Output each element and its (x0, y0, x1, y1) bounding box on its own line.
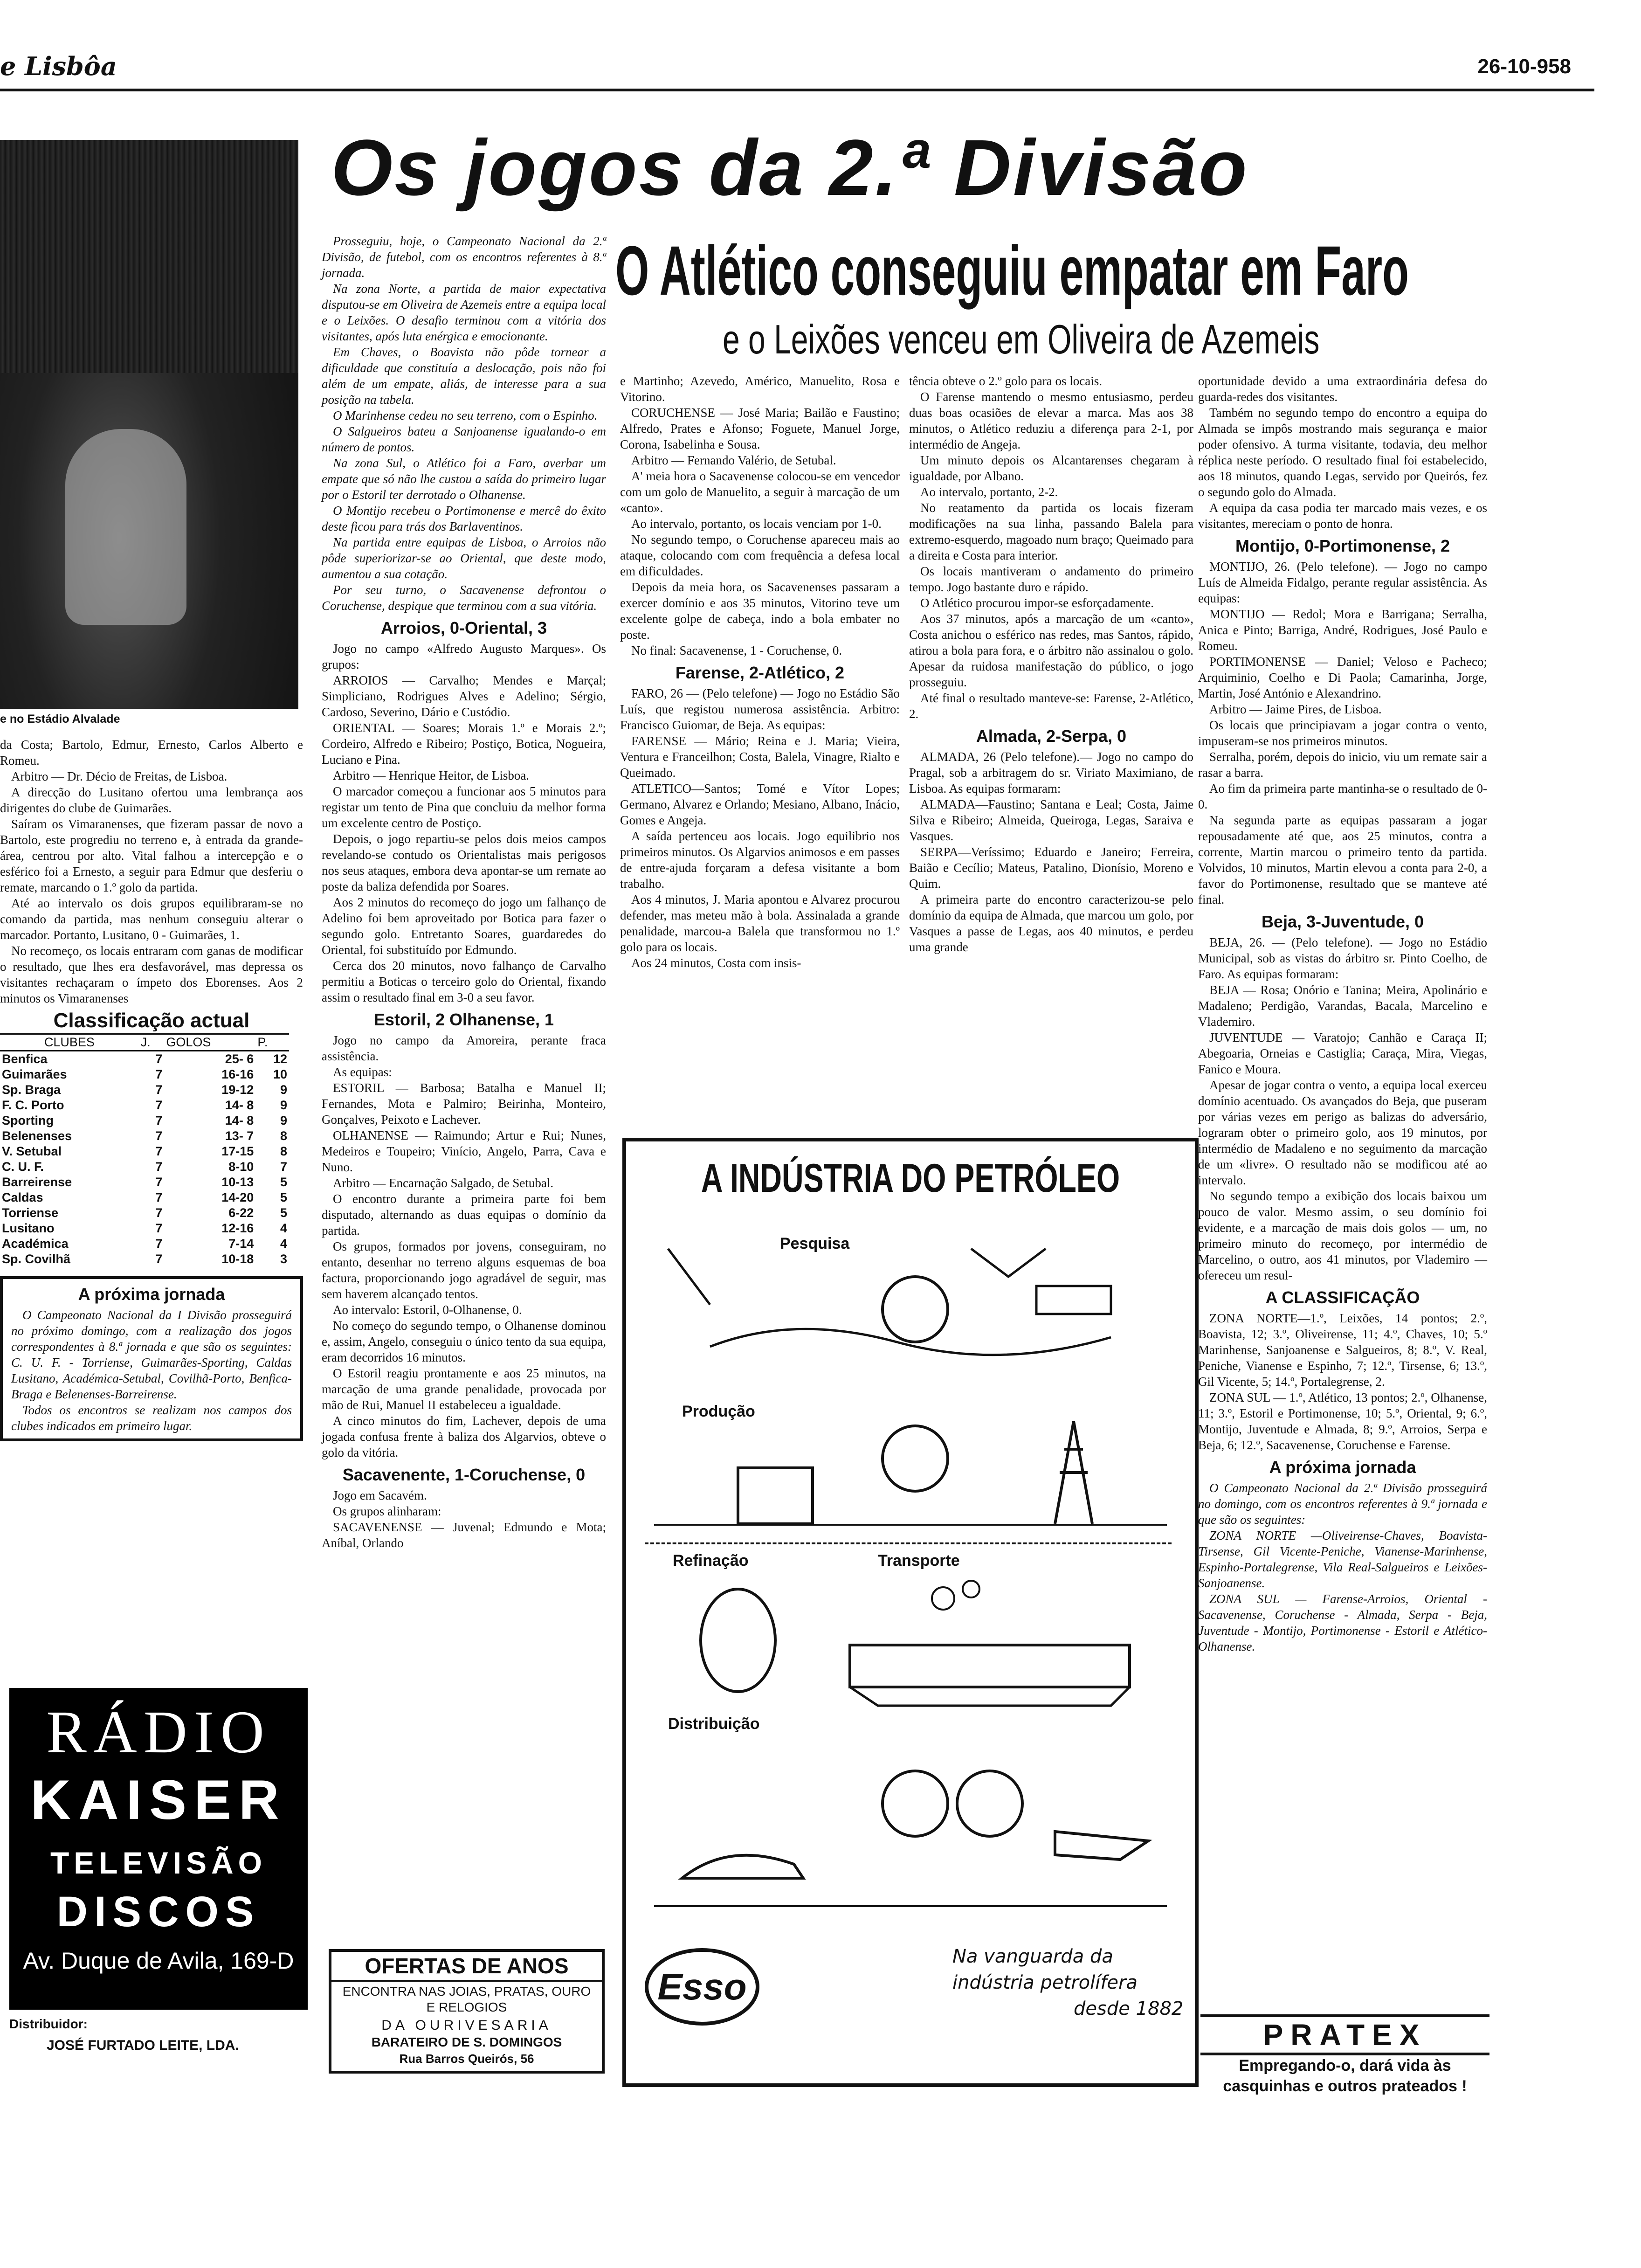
goals-cell: 6-22 (228, 1206, 254, 1220)
article-text: e Martinho; Azevedo, Américo, Manuelito, Rosa e Vitorino. (620, 374, 900, 404)
points-cell: 7 (280, 1160, 287, 1174)
ad-line: TELEVISÃO (50, 1846, 267, 1880)
player-figure (65, 429, 186, 625)
games-cell: 7 (155, 1175, 163, 1189)
goals-cell: 8-10 (228, 1160, 254, 1174)
club-name: Caldas (2, 1190, 43, 1204)
club-name: Benfica (2, 1052, 48, 1066)
table-row (0, 1098, 289, 1113)
ad-slogan (952, 1943, 1183, 2022)
games-cell: 7 (155, 1144, 163, 1158)
points-cell: 9 (280, 1083, 287, 1097)
games-cell: 7 (155, 1190, 163, 1204)
games-cell: 7 (155, 1098, 163, 1112)
goals-cell: 19-12 (221, 1083, 254, 1097)
newspaper-name: e Lisbôa (0, 51, 117, 81)
page-title: Os jogos da 2.ª Divisão (331, 124, 1249, 212)
article-text: No reatamento da partida os locais fizeram modificações na sua linha, passando Balela para extremo-esquerdo, magoado num braço; Queimado para a direita e Costa para interior. (909, 501, 1193, 562)
column-4 (909, 373, 1193, 955)
points-cell: 5 (280, 1206, 287, 1220)
games-cell: 7 (155, 1252, 163, 1266)
games-cell: 7 (155, 1160, 163, 1174)
article-text: Ao intervalo: Estoril, 0-Olhanense, 0. (333, 1303, 522, 1317)
table-row (0, 1236, 289, 1252)
esso-petroleum-ad (622, 1138, 1199, 2087)
club-name: Torriense (2, 1206, 59, 1220)
photo-caption: e no Estádio Alvalade (0, 712, 120, 726)
article-text: ZONA NORTE—1.º, Leixões, 14 pontos; 2.º, Boavista, 12; 3.º, Oliveirense, 11; 4.º, Chaves, 10; 5.º Marinhense, Sanjoanense e Salgueiros, 8; 8.º, V. Real, Peniche, Vianense e Espinho, 7; 12.º, Tirsense, 6; 13.º, Gil Vicente, 5; 14.º, Portalegrense, 2. (1198, 1311, 1487, 1389)
points-cell: 8 (280, 1144, 287, 1158)
table-row (0, 1113, 289, 1128)
article-text: ESTORIL — Barbosa; Batalha e Manuel II; Fernandes, Mota e Palmiro; Beirinha, Monteiro, Gonçalves, Peixoto e Lachever. (322, 1081, 606, 1127)
article-text: tência obteve o 2.º golo para os locais. (909, 374, 1102, 388)
headline-sub: e o Leixões venceu em Oliveira de Azemeis (723, 316, 1320, 362)
match-photo (0, 140, 298, 709)
article-text: A direcção do Lusitano ofertou uma lembrança aos dirigentes do clube de Guimarães. (0, 785, 303, 815)
article-text: O Campeonato Nacional da 2.ª Divisão prosseguirá no domingo, com os encontros referentes à 9.ª jornada e que são os seguintes: (1198, 1481, 1487, 1527)
ad-line: BARATEIRO DE S. DOMINGOS (371, 2035, 562, 2049)
pratex-ad (1200, 2014, 1489, 2096)
article-text: Arbitro — Encarnação Salgado, de Setubal. (333, 1176, 554, 1190)
issue-date: 26-10-958 (1477, 55, 1571, 78)
points-cell: 4 (280, 1221, 287, 1235)
games-cell: 7 (155, 1067, 163, 1081)
article-text: JUVENTUDE — Varatojo; Canhão e Caraça II; Abegoaria, Orneias e Castiglia; Caraça, Mira, Viegas, Fanico e Moura. (1198, 1030, 1487, 1076)
goals-cell: 16-16 (221, 1067, 254, 1081)
esso-logo: Esso (645, 1948, 759, 2026)
article-text: PORTIMONENSE — Daniel; Veloso e Pacheco; Arquiminio, Coelho e Di Paola; Camarinha, Jorge, Martin, José António e Alexandrino. (1198, 655, 1487, 700)
col-header: P. (257, 1035, 268, 1049)
next-round-box (0, 1276, 303, 1441)
games-cell: 7 (155, 1237, 163, 1251)
games-cell: 7 (155, 1129, 163, 1143)
article-text: Arbitro — Fernando Valério, de Setubal. (631, 453, 836, 467)
article-text: As equipas: (333, 1065, 392, 1079)
club-name: Guimarães (2, 1067, 67, 1081)
article-text: No recomeço, os locais entraram com ganas de modificar o resultado, que lhes era desfavorável, mas depressa os visitantes rechaçaram o ímpeto dos Eborenses. Aos 2 minutos os Vimaranenses (0, 944, 303, 1005)
next-round-text: Todos os encontros se realizam nos campos dos clubes indicados em primeiro lugar. (11, 1403, 292, 1433)
article-text: Um minuto depois os Alcantarenses chegaram à igualdade, por Albano. (909, 453, 1193, 483)
column-5 (1198, 373, 1487, 1654)
slogan-line: Na vanguarda da (952, 1946, 1113, 1967)
goals-cell: 25- 6 (225, 1052, 254, 1066)
article-text: Na segunda parte as equipas passaram a jogar repousadamente até que, aos 25 minutos, contra a corrente, Martin marcou o primeiro tento da partida. Volvidos, 10 minutos, Martin elevou a conta para 2-0, a favor do Portimonense, resultado que se manteve até final. (1198, 813, 1487, 906)
article-text: ATLETICO—Santos; Tomé e Vítor Lopes; Germano, Alvarez e Orlando; Mesiano, Albano, Inácio, Gomes e Angeja. (620, 781, 900, 827)
headline-main: O Atlético conseguiu empatar em Faro (615, 231, 1409, 310)
column-3 (620, 373, 900, 971)
points-cell: 5 (280, 1190, 287, 1204)
pratex-brand: PRATEX (1200, 2014, 1489, 2055)
article-text: SERPA—Veríssimo; Eduardo e Janeiro; Ferreira, Baião e Cecílio; Mateus, Patalino, Dionísio, Moreno e Quim. (909, 845, 1193, 891)
article-text: SACAVENENSE — Juvenal; Edmundo e Mota; Aníbal, Orlando (322, 1520, 606, 1550)
article-text: ARROIOS — Carvalho; Mendes e Marçal; Simpliciano, Rodrigues Alves e Adelino; Sérgio, Cardoso, Severino, Dário e Custódio. (322, 673, 606, 719)
goals-cell: 17-15 (221, 1144, 254, 1158)
goals-cell: 13- 7 (225, 1129, 254, 1143)
match-heading: Beja, 3-Juventude, 0 (1261, 912, 1424, 931)
col-header: CLUBES (44, 1035, 95, 1049)
crowd-texture (0, 140, 298, 373)
table-row (0, 1128, 289, 1144)
ad-title: A INDÚSTRIA DO PETRÓLEO (701, 1156, 1120, 1201)
article-text: Na partida entre equipas de Lisboa, o Arroios não pôde superiorizar-se ao Oriental, que deste modo, aumentou a sua cotação. (322, 535, 606, 581)
article-text: ORIENTAL — Soares; Morais 1.º e Morais 2.º; Cordeiro, Alfredo e Ribeiro; Postiço, Botica, Nogueira, Luciano e Pina. (322, 721, 606, 767)
next-round-title: A próxima jornada (1269, 1458, 1416, 1477)
article-text: Depois, o jogo repartiu-se pelos dois meios campos revelando-se contudo os Orientalistas mais perigosos nos seus ataques, embora deva apontar-se um remate ao poste da baliza defendida por Soares. (322, 832, 606, 893)
article-text: Prosseguiu, hoje, o Campeonato Nacional da 2.ª Divisão, de futebol, com os encontros referentes à 8.ª jornada. (322, 234, 606, 280)
points-cell: 4 (280, 1237, 287, 1251)
goals-cell: 7-14 (228, 1237, 254, 1251)
match-heading: Estoril, 2 Olhanense, 1 (373, 1010, 554, 1029)
games-cell: 7 (155, 1052, 163, 1066)
column-1 (0, 737, 303, 1441)
games-cell: 7 (155, 1206, 163, 1220)
table-row (0, 1051, 289, 1067)
article-text: FARO, 26 — (Pelo telefone) — Jogo no Estádio São Luís, que registou numerosa assistência. Arbitro: Francisco Guiomar, de Beja. As equipas: (620, 686, 900, 732)
points-cell: 12 (273, 1052, 287, 1066)
games-cell: 7 (155, 1083, 163, 1097)
exploration-illustration (654, 1230, 1167, 1370)
radio-kaiser-ad (9, 1688, 308, 2010)
standings-title: Classificação actual (53, 1009, 250, 1032)
games-cell: 7 (155, 1221, 163, 1235)
table-row (0, 1175, 289, 1190)
article-text: A primeira parte do encontro caracterizou-se pelo domínio da equipa de Almada, que marcou um golo, por Vasques a passe de Legas, aos 40 minutos, e perdeu uma grande (909, 892, 1193, 954)
article-text: Saíram os Vimaranenses, que fizeram passar de novo a Bartolo, este progrediu no terreno e, à entrada da grande-área, centrou por alto. Vital falhou a intercepção e o esférico foi a Ernesto, a seguir para Edmur que desferiu o remate, marcando o 1.º golo da partida. (0, 817, 303, 894)
distributor-label: Distribuidor: (9, 2017, 88, 2031)
distribution-illustration (654, 1738, 1167, 1925)
club-name: V. Setubal (2, 1144, 62, 1158)
article-text: Em Chaves, o Boavista não pôde tornear a dificuldade que constituía a deslocação, pois não foi além de um empate, aliás, de interesse para a sua posição na tabela. (322, 345, 606, 407)
table-row (0, 1082, 289, 1098)
article-text: A equipa da casa podia ter marcado mais vezes, e os visitantes, mereciam o ponto de honra. (1198, 501, 1487, 531)
match-heading: Arroios, 0-Oriental, 3 (380, 618, 547, 637)
article-text: MONTIJO — Redol; Mora e Barrigana; Serralha, Anica e Pinto; Barriga, André, Rodrigues, José Paulo e Romeu. (1198, 607, 1487, 653)
article-text: ZONA SUL — Farense-Arroios, Oriental - Sacavenense, Coruchense - Almada, Serpa - Beja, Juventude - Montijo, Portimonense - Estoril e Atlético-Olhanense. (1198, 1592, 1487, 1653)
article-text: ALMADA—Faustino; Santana e Leal; Costa, Jaime Silva e Ribeiro; Almeida, Queiroga, Legas, Saraiva e Vasques. (909, 797, 1193, 843)
games-cell: 7 (155, 1113, 163, 1127)
match-heading: Montijo, 0-Portimonense, 2 (1235, 536, 1450, 555)
club-name: Sp. Covilhã (2, 1252, 71, 1266)
match-heading: Sacavenente, 1-Coruchense, 0 (342, 1465, 586, 1484)
ad-line: DISCOS (56, 1888, 261, 1936)
article-text: Ao intervalo, portanto, os locais venciam por 1-0. (631, 517, 882, 531)
article-text: Cerca dos 20 minutos, novo falhanço de Carvalho permitiu a Boticas o terceiro golo do Oriental, fixando assim o resultado final em 3-0 a seu favor. (322, 959, 606, 1004)
column-2 (322, 233, 606, 1551)
points-cell: 5 (280, 1175, 287, 1189)
article-text: Jogo no campo da Amoreira, perante fraca assistência. (322, 1033, 606, 1063)
article-text: O Montijo recebeu o Portimonense e mercê do êxito deste ficou para trás dos Barlaventinos. (322, 504, 606, 533)
next-round-text: O Campeonato Nacional da I Divisão prosseguirá no próximo domingo, com a realização dos jogos correspondentes à 8.ª jornada e que são os seguintes: C. U. F. - Torriense, Guimarães-Sporting, Caldas Lusitano, Académica-Setubal, Covilhã-Porto, Benfica-Braga e Belenenses-Barreirense. (11, 1308, 292, 1401)
article-text: Os grupos alinharam: (333, 1504, 441, 1518)
article-text: Ao intervalo, portanto, 2-2. (920, 485, 1058, 499)
article-text: O encontro durante a primeira parte foi bem disputado, alternando as duas equipas o domínio da partida. (322, 1192, 606, 1238)
slogan-line: indústria petrolífera (952, 1972, 1138, 1993)
club-name: Sp. Braga (2, 1083, 61, 1097)
ad-address: Av. Duque de Avila, 169-D (23, 1948, 294, 1974)
article-text: O Atlético procurou impor-se esforçadamente. (920, 596, 1154, 610)
article-text: FARENSE — Mário; Reina e J. Maria; Vieira, Ventura e Franceilhon; Costa, Balela, Vinagre, Rialto e Queimado. (620, 734, 900, 780)
article-text: Ao fim da primeira parte mantinha-se o resultado de 0-0. (1198, 781, 1487, 811)
article-text: ZONA NORTE —Oliveirense-Chaves, Boavista-Tirsense, Gil Vicente-Peniche, Vianense-Marinhense, Espinho-Portalegrense, Vila Real-Salgueiros e Leixões-Sanjoanense. (1198, 1528, 1487, 1590)
table-row (0, 1205, 289, 1221)
ad-line: ENCONTRA NAS JOIAS, PRATAS, OURO E RELOGIOS (342, 1984, 591, 2014)
article-text: Arbitro — Dr. Décio de Freitas, de Lisboa. (11, 769, 228, 783)
article-text: Aos 37 minutos, após a marcação de um «canto», Costa anichou o esférico nas redes, mas Santos, rápido, atirou a bola para fora, e o árbitro não assinalou o golo. Apesar da ruidosa manifestação do público, o jogo prosseguiu. (909, 612, 1193, 689)
refining-transport-illustration (654, 1570, 1167, 1710)
article-text: O Salgueiros bateu a Sanjoanense igualando-o em número de pontos. (322, 424, 606, 454)
goals-cell: 14-20 (221, 1190, 254, 1204)
article-text: No segundo tempo, o Coruchense apareceu mais ao ataque, colocando com com frequência a defesa local em dificuldades. (620, 532, 900, 578)
points-cell: 9 (280, 1098, 287, 1112)
article-text: Os grupos, formados por jovens, conseguiram, no entanto, desenhar no terreno alguns esquemas de boa factura, proporcionando jogo agradável de seguir, mas sem haverem alcançado tentos. (322, 1239, 606, 1301)
article-text: Arbitro — Jaime Pires, de Lisboa. (1209, 702, 1382, 716)
article-text: da Costa; Bartolo, Edmur, Ernesto, Carlos Alberto e Romeu. (0, 738, 303, 768)
article-text: No segundo tempo a exibição dos locais baixou um pouco de valor. Mesmo assim, o seu domínio foi evidente, e a marcação de mais dois golos — um, no primeiro minuto do recomeço, por intermédio de Marcelino, o outro, aos 41 minutos, por Vlademiro — ofereceu um resul- (1198, 1189, 1487, 1282)
standings-table (0, 1033, 289, 1267)
ad-title: OFERTAS DE ANOS (331, 1952, 602, 1982)
col-header: J. (140, 1035, 151, 1049)
col-header: GOLOS (166, 1035, 211, 1049)
points-cell: 9 (280, 1113, 287, 1127)
table-row (0, 1067, 289, 1082)
article-text: A saída pertenceu aos locais. Jogo equilibrio nos primeiros minutos. Os Algarvios animosos e em passes de entre-ajuda forçaram a defesa visitante a bom trabalho. (620, 829, 900, 891)
production-illustration (654, 1403, 1167, 1542)
article-text: O marcador começou a funcionar aos 5 minutos para registar um tento de Pina que concluiu da melhor forma um excelente centro de Postiço. (322, 784, 606, 830)
goals-cell: 14- 8 (225, 1113, 254, 1127)
article-text: O Estoril reagiu prontamente e aos 25 minutos, na marcação de uma grande penalidade, provocada por mão de Rui, Manuel II estabeleceu a igualdade. (322, 1366, 606, 1412)
club-name: Lusitano (2, 1221, 55, 1235)
article-text: BEJA — Rosa; Onório e Tanina; Meira, Apolinário e Madaleno; Perdigão, Varandas, Bacala, Marcelino e Vlademiro. (1198, 983, 1487, 1029)
table-row (0, 1144, 289, 1159)
club-name: F. C. Porto (2, 1098, 64, 1112)
ad-line: RÁDIO (46, 1699, 271, 1766)
panel-label: Refinação (673, 1552, 749, 1570)
goals-cell: 12-16 (221, 1221, 254, 1235)
article-text: A' meia hora o Sacavenense colocou-se em vencedor com um golo de Manuelito, a seguir à marcação de um «canto». (620, 469, 900, 515)
ad-line: Rua Barros Queirós, 56 (399, 2052, 534, 2066)
standings-heading: A CLASSIFICAÇÃO (1265, 1288, 1420, 1307)
article-text: Os locais que principiavam a jogar contra o vento, impuseram-se nos primeiros minutos. (1198, 718, 1487, 748)
ad-line: KAISER (30, 1769, 287, 1831)
goals-cell: 10-18 (221, 1252, 254, 1266)
masthead-rule (0, 89, 1594, 91)
article-text: Aos 4 minutos, J. Maria apontou e Alvarez procurou defender, mas meteu mão à bola. Assinalada a grande penalidade, marcou-a Balela que transformou no 1.º golo para os locais. (620, 892, 900, 954)
article-text: Por seu turno, o Sacavenense defrontou o Coruchense, despique que terminou com a sua vitória. (322, 583, 606, 613)
club-name: Belenenses (2, 1129, 72, 1143)
article-text: O Farense mantendo o mesmo entusiasmo, perdeu duas boas ocasiões de elevar a marca. Mas aos 38 minutos, o Atlético reduziu a diferença para 2-1, por intermédio de Angeja. (909, 390, 1193, 451)
article-text: No começo do segundo tempo, o Olhanense dominou e, assim, Angelo, conseguiu o único tento da sua equipa, eram decorridos 16 minutos. (322, 1319, 606, 1364)
article-text: MONTIJO, 26. (Pelo telefone). — Jogo no campo Luís de Almeida Fidalgo, perante regular assistência. As equipas: (1198, 560, 1487, 605)
article-text: Os locais mantiveram o andamento do primeiro tempo. Jogo bastante duro e rápido. (909, 564, 1193, 594)
panel-label: Transporte (878, 1552, 960, 1570)
points-cell: 8 (280, 1129, 287, 1143)
article-text: Arbitro — Henrique Heitor, de Lisboa. (333, 768, 530, 782)
panel-label: Distribuição (668, 1715, 760, 1733)
article-text: Até ao intervalo os dois grupos equilibraram-se no comando da partida, mas nenhum conseguiu alterar o marcador. Portanto, Lusitano, 0 - Guimarães, 1. (0, 896, 303, 942)
next-round-title: A próxima jornada (78, 1285, 225, 1304)
club-name: Barreirense (2, 1175, 72, 1189)
panel-divider (645, 1542, 1172, 1546)
table-row (0, 1252, 289, 1267)
match-heading: Almada, 2-Serpa, 0 (976, 726, 1127, 746)
article-text: oportunidade devido a uma extraordinária defesa do guarda-redes dos visitantes. (1198, 374, 1487, 404)
slogan-line: desde 1882 (1074, 1998, 1184, 2019)
article-text: Apesar de jogar contra o vento, a equipa local exerceu domínio acentuado. Os avançados do Beja, que puseram por várias vezes em perigo as balizas do adversário, lograram obter o primeiro golo, aos 19 minutos, por intermédio de Madaleno e no seguimento da marcação de um «livre». O resultado não se modificou até ao intervalo. (1198, 1078, 1487, 1187)
article-text: ALMADA, 26 (Pelo telefone).— Jogo no campo do Pragal, sob a arbitragem do sr. Viriato Maximiano, de Lisboa. As equipas formaram: (909, 750, 1193, 795)
article-text: Depois da meia hora, os Sacavenenses passaram a exercer domínio e aos 35 minutos, Vitorino teve um excelente golpe de cabeça, indo a bola embater no poste. (620, 580, 900, 642)
goals-cell: 14- 8 (225, 1098, 254, 1112)
pratex-text: Empregando-o, dará vida às casquinhas e outros prateados ! (1223, 2057, 1467, 2095)
article-text: OLHANENSE — Raimundo; Artur e Rui; Nunes, Medeiros e Toupeiro; Vinício, Angelo, Parra, Cava e Nuno. (322, 1128, 606, 1174)
article-text: Serralha, porém, depois do inicio, viu um remate sair a rasar a barra. (1198, 750, 1487, 780)
article-text: Aos 2 minutos do recomeço do jogo um falhanço de Adelino foi bem aproveitado por Botica para fazer o segundo golo. Entretanto Soares, guardaredes do Oriental, foi substituído por Edmundo. (322, 895, 606, 957)
article-text: Também no segundo tempo do encontro a equipa do Almada se impôs mostrando mais segurança e maior poder ofensivo. A turma visitante, todavia, deu melhor réplica neste período. O resultado final foi estabelecido, aos 18 minutos, quando Legas, servido por Queirós, fez o segundo golo do Almada. (1198, 406, 1487, 499)
article-text: Até final o resultado manteve-se: Farense, 2-Atlético, 2. (909, 691, 1193, 721)
club-name: Sporting (2, 1113, 54, 1127)
article-text: Na zona Norte, a partida de maior expectativa disputou-se em Oliveira de Azemeis entre a equipa local e o Leixões. O desafio terminou com a vitória dos visitantes, após luta enérgica e emocionante. (322, 282, 606, 343)
article-text: BEJA, 26. — (Pelo telefone). — Jogo no Estádio Municipal, sob as vistas do árbitro sr. Pinto Coelho, de Faro. As equipas formaram: (1198, 935, 1487, 981)
article-text: A cinco minutos do fim, Lachever, depois de uma jogada confusa frente à baliza dos Algarvios, obteve o golo da vitória. (322, 1414, 606, 1459)
article-text: Na zona Sul, o Atlético foi a Faro, averbar um empate que só não lhe custou a saída do primeiro lugar por o Estoril ter derrotado o Olhanense. (322, 456, 606, 502)
ourivesaria-ad (329, 1949, 605, 2074)
ad-line: DA OURIVESARIA (381, 2018, 552, 2033)
article-text: ZONA SUL — 1.º, Atlético, 13 pontos; 2.º, Olhanense, 11; 3.º, Estoril e Portimonense, 10; 5.º, Oriental, 9; 6.º, Montijo, Juventude e Almada, 8; 9.º, Arroios, Serpa e Beja, 6; 12.º, Sacavenense, Coruchense e Farense. (1198, 1390, 1487, 1452)
points-cell: 3 (280, 1252, 287, 1266)
article-text: CORUCHENSE — José Maria; Bailão e Faustino; Alfredo, Prates e Afonso; Foguete, Manuel Jorge, Corona, Isabelinha e Sousa. (620, 406, 900, 451)
goals-cell: 10-13 (221, 1175, 254, 1189)
match-heading: Farense, 2-Atlético, 2 (675, 663, 845, 682)
club-name: C. U. F. (2, 1160, 44, 1174)
article-text: Jogo em Sacavém. (333, 1488, 427, 1502)
article-text: Aos 24 minutos, Costa com insis- (631, 956, 801, 970)
panel-label: Produção (682, 1403, 755, 1420)
panel-label: Pesquisa (780, 1235, 850, 1252)
club-name: Académica (2, 1237, 69, 1251)
article-text: Jogo no campo «Alfredo Augusto Marques». Os grupos: (322, 642, 606, 671)
table-row (0, 1221, 289, 1236)
table-row (0, 1190, 289, 1205)
points-cell: 10 (273, 1067, 287, 1081)
distributor-name: JOSÉ FURTADO LEITE, LDA. (47, 2038, 239, 2053)
table-row (0, 1159, 289, 1175)
article-text: No final: Sacavenense, 1 - Coruchense, 0. (631, 643, 842, 657)
article-text: O Marinhense cedeu no seu terreno, com o Espinho. (333, 408, 598, 422)
